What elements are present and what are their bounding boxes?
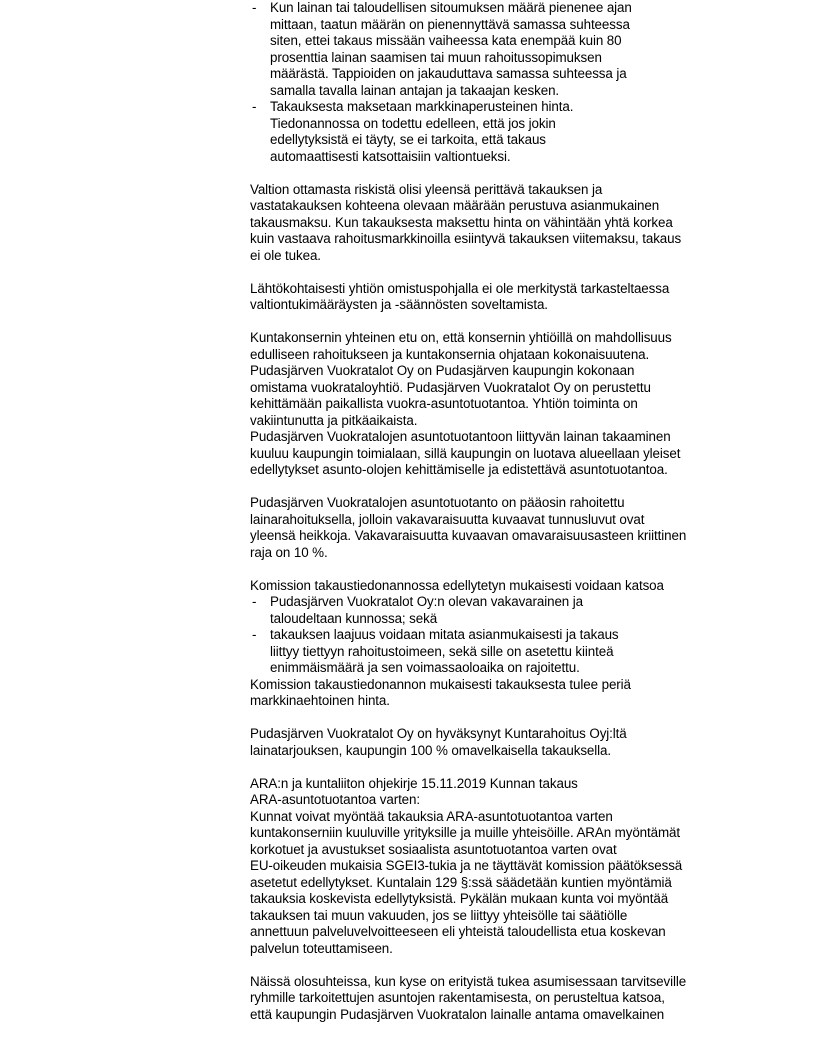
text-line: että kaupungin Pudasjärven Vuokratalon lainalle antama omavelkainen [250,1006,665,1022]
text-line: Lähtökohtaisesti yhtiön omistuspohjalla ei ole merkitystä tarkasteltaessa [250,280,670,296]
text-line: samalla tavalla lainan antajan ja takaajan kesken. [270,82,560,98]
paragraph-loan-offer [250,726,750,759]
paragraph-guarantee-fee [250,182,750,265]
text-line: takauksen laajuus voidaan mitata asianmukaisesti ja takaus [270,627,619,642]
text-line: ei ole tukea. [250,247,321,263]
bullet-list-commission-criteria [250,594,750,677]
paragraph-commission-intro [250,578,750,595]
text-line: liittyy tiettyyn rahoitustoimeen, sekä sille on asetettu kiinteä [270,643,614,659]
text-line: Näissä olosuhteissa, kun kyse on erityistä tukea asumisessaan tarvitseville [250,973,687,989]
text-line: prosenttia lainan saamisen tai muun rahoitussopimuksen [270,49,602,65]
dash-bullet: - [252,594,257,609]
text-line: raja on 10 %. [250,544,328,560]
text-line: omistama vuokrataloyhtiö. Pudasjärven Vuokratalot Oy on perustettu [250,379,651,395]
list-item [250,99,750,165]
text-line: kehittämään paikallista vuokra-asuntotuotantoa. Yhtiön toiminta on [250,396,638,411]
text-line: ARA:n ja kuntaliiton ohjekirje 15.11.2019 Kunnan takaus [250,775,578,791]
text-line: ARA-asuntotuotantoa varten: [250,792,420,807]
text-line: Valtion ottamasta riskistä olisi yleensä perittävä takauksen ja [250,181,603,197]
text-line: vakiintunutta ja pitkäaikaista. [250,412,418,428]
list-item [250,0,750,99]
text-line: kuuluu kaupungin toimialaan, sillä kaupungin on luotava alueellaan yleiset [250,445,681,461]
text-line: siten, ettei takaus missään vaiheessa kata enempää kuin 80 [270,33,622,48]
text-line: takausmaksu. Kun takauksesta maksettu hinta on vähintään yhtä korkea [250,214,673,230]
text-line: yleensä heikkoja. Vakavaraisuutta kuvaavan omavaraisuusasteen kriittinen [250,528,687,543]
text-line: Pudasjärven Vuokratalojen asuntotuotantoon liittyvän lainan takaaminen [250,429,671,444]
text-line: takauksia koskevista edellytyksistä. Pykälän mukaan kunta voi myöntää [250,891,669,906]
text-line: Pudasjärven Vuokratalot Oy on Pudasjärven kaupungin kokonaan [250,363,635,378]
text-line: Kun lainan tai taloudellisen sitoumuksen määrä pienenee ajan [270,0,632,15]
text-line: mittaan, taatun määrän on pienennyttävä samassa suhteessa [270,16,630,32]
text-line: korkotuet ja avustukset sosiaalista asuntotuotantoa varten ovat [250,841,617,857]
paragraph-ara-guidance [250,776,750,958]
text-line: Kuntakonsernin yhteinen etu on, että konsernin yhtiöillä on mahdollisuus [250,330,672,345]
text-line: vastatakauksen kohteena olevaan määrään perustuva asianmukainen [250,198,660,213]
text-line: edellytyksistä ei täyty, se ei tarkoita, että takaus [270,132,546,147]
paragraph-ownership [250,281,750,314]
paragraph-commission-outro [250,677,750,710]
text-line: automaattisesti katsottaisiin valtiontueksi. [270,148,511,164]
text-line: Pudasjärven Vuokratalot Oy:n olevan vakavarainen ja [270,594,583,609]
text-line: taloudeltaan kunnossa; sekä [270,610,438,626]
paragraph-solvency [250,495,750,561]
text-line: valtiontukimääräysten ja -säännösten soveltamista. [250,297,548,312]
text-line: takauksen tai muun vakuuden, jos se liittyy yhteisölle tai säätiölle [250,907,628,923]
document-page [250,0,750,1023]
dash-bullet: - [252,0,257,15]
text-line: annettuun palveluvelvoitteeseen eli yhteistä taloudellista etua koskevan [250,924,666,939]
text-line: lainatarjouksen, kaupungin 100 % omavelkaisella takauksella. [250,742,611,758]
text-line: asetetut edellytykset. Kuntalain 129 §:ssä säädetään kuntien myöntämiä [250,874,672,890]
text-line: markkinaehtoinen hinta. [250,693,390,708]
text-line: ryhmille tarkoitettujen asuntojen rakentamisesta, on perusteltua katsoa, [250,990,665,1005]
list-item [250,594,750,627]
text-line: Pudasjärven Vuokratalojen asuntotuotanto on pääosin rahoitettu [250,495,625,510]
text-line: palvelun toteuttamiseen. [250,940,393,956]
dash-bullet: - [252,627,257,642]
text-line: enimmäismäärä ja sen voimassaoloaika on rajoitettu. [270,660,580,675]
text-line: Komission takaustiedonannon mukaisesti takauksesta tulee periä [250,676,631,692]
paragraph-conclusion [250,974,750,1024]
text-line: kuntakonserniin kuuluville yrityksille ja muille yhteisöille. ARAn myöntämät [250,825,681,840]
text-line: Pudasjärven Vuokratalot Oy on hyväksynyt Kuntarahoitus Oyj:ltä [250,726,627,741]
list-item [250,627,750,677]
dash-bullet: - [252,99,257,114]
bullet-list-guarantee-conditions [250,0,750,165]
text-line: kuin vastaava rahoitusmarkkinoilla esiintyvä takauksen viitemaksu, takaus [250,231,682,246]
text-line: Takauksesta maksetaan markkinaperusteinen hinta. [270,99,574,114]
text-line: edulliseen rahoitukseen ja kuntakonsernia ohjataan kokonaisuutena. [250,346,650,362]
text-line: Komission takaustiedonannossa edellytetyn mukaisesti voidaan katsoa [250,577,664,593]
text-line: EU-oikeuden mukaisia SGEI3-tukia ja ne täyttävät komission päätöksessä [250,858,683,873]
text-line: edellytykset asunto-olojen kehittämiselle ja edistettävä asuntotuotantoa. [250,462,668,477]
text-line: Tiedonannossa on todettu edelleen, että jos jokin [270,115,556,131]
text-line: Kunnat voivat myöntää takauksia ARA-asuntotuotantoa varten [250,808,613,824]
text-line: määrästä. Tappioiden on jakauduttava samassa suhteessa ja [270,66,627,81]
paragraph-municipal-group [250,330,750,479]
text-line: lainarahoituksella, jolloin vakavaraisuutta kuvaavat tunnusluvut ovat [250,511,645,527]
